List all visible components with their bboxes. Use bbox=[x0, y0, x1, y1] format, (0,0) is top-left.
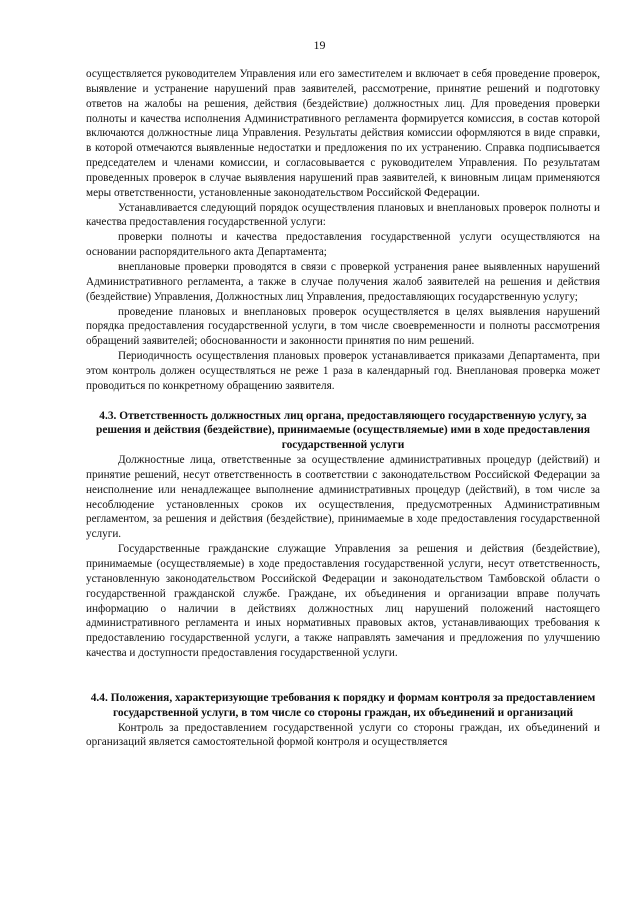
page-number: 19 bbox=[313, 38, 326, 52]
spacer bbox=[86, 661, 600, 691]
body-paragraph: проверки полноты и качества предоставления государственной услуги осуществляются на основании распорядительного акта Департамента; bbox=[86, 231, 600, 259]
body-paragraph: осуществляется руководителем Управления или его заместителем и включает в себя проведение проверок, выявление и устранение нарушений прав заявителей, рассмотрение, принятие решений и подготовку ответов на жалобы на решения, действия (бездействие) должностных лиц. Для проведения проверки полноты и качества исполнения Административного регламента формируется комиссия, в состав которой включаются должностные лица Управления. Результаты действия комиссии оформляются в виде справки, в которой отмечаются выявленные недостатки и предложения по их устранению. Справка подписывается председателем и членами комиссии, и согласовывается с руководителем Управления. По результатам проведенных проверок в случае выявления нарушений прав заявителей, к виновным лицам применяются меры ответственности, установленные законодательством Российской Федерации. bbox=[86, 68, 600, 199]
page-content bbox=[86, 67, 600, 750]
spacer bbox=[86, 394, 600, 409]
body-paragraph: Устанавливается следующий порядок осуществления плановых и внеплановых проверок полноты и качества предоставления государственной услуги: bbox=[86, 201, 600, 229]
body-paragraph: проведение плановых и внеплановых проверок осуществляется в целях выявления нарушений порядка предоставления государственной услуги, в том числе своевременности и полноты рассмотрения обращений заявителей; обоснованности и законности принятия по ним решений. bbox=[86, 305, 600, 348]
body-paragraph: Контроль за предоставлением государственной услуги со стороны граждан, их объединений и организаций является самостоятельной формой контроля и осуществляется bbox=[86, 721, 600, 749]
section-heading-4-4: 4.4. Положения, характеризующие требования к порядку и формам контроля за предоставлением государственной услуги, в том числе со стороны граждан, их объединений и организаций bbox=[90, 691, 596, 719]
body-paragraph: внеплановые проверки проводятся в связи с проверкой устранения ранее выявленных нарушений Административного регламента, а также в случае получения жалоб заявителей на решения и действия (бездействие) Управления, Должностных лиц Управления, предоставляющих государственную услугу; bbox=[86, 260, 600, 303]
section-heading-4-3: 4.3. Ответственность должностных лиц органа, предоставляющего государственную услугу, за решения и действия (бездействие), принимаемые (осуществляемые) ими в ходе предоставления государственной услуги bbox=[95, 409, 590, 452]
body-paragraph: Должностные лица, ответственные за осуществление административных процедур (действий) и принятие решений, несут ответственность в соответствии с законодательством Российской Федерации за неисполнение или ненадлежащее выполнение административных процедур (действий), в том числе за несоблюдение установленных сроков их осуществления, предусмотренных Административным регламентом, за решения и действия (бездействие), принимаемые в ходе предоставления государственной услуги. bbox=[86, 454, 600, 541]
body-paragraph: Государственные гражданские служащие Управления за решения и действия (бездействие), принимаемые (осуществляемые) в ходе предоставления государственной услуги, несут ответственность, установленную законодательством Российской Федерации и законодательством Тамбовской области о государственной гражданской службе. Граждане, их объединения и организации вправе получать информацию о наличии в действиях должностных лиц нарушений положений настоящего административного регламента и иных нормативных правовых актов, устанавливающих требования к предоставлению государственной услуги, а также направлять замечания и предложения по улучшению качества и доступности предоставления государственной услуги. bbox=[86, 543, 600, 660]
body-paragraph: Периодичность осуществления плановых проверок устанавливается приказами Департамента, при этом контроль должен осуществляться не реже 1 раза в календарный год. Внеплановая проверка может проводиться по конкретному обращению заявителя. bbox=[86, 350, 600, 392]
